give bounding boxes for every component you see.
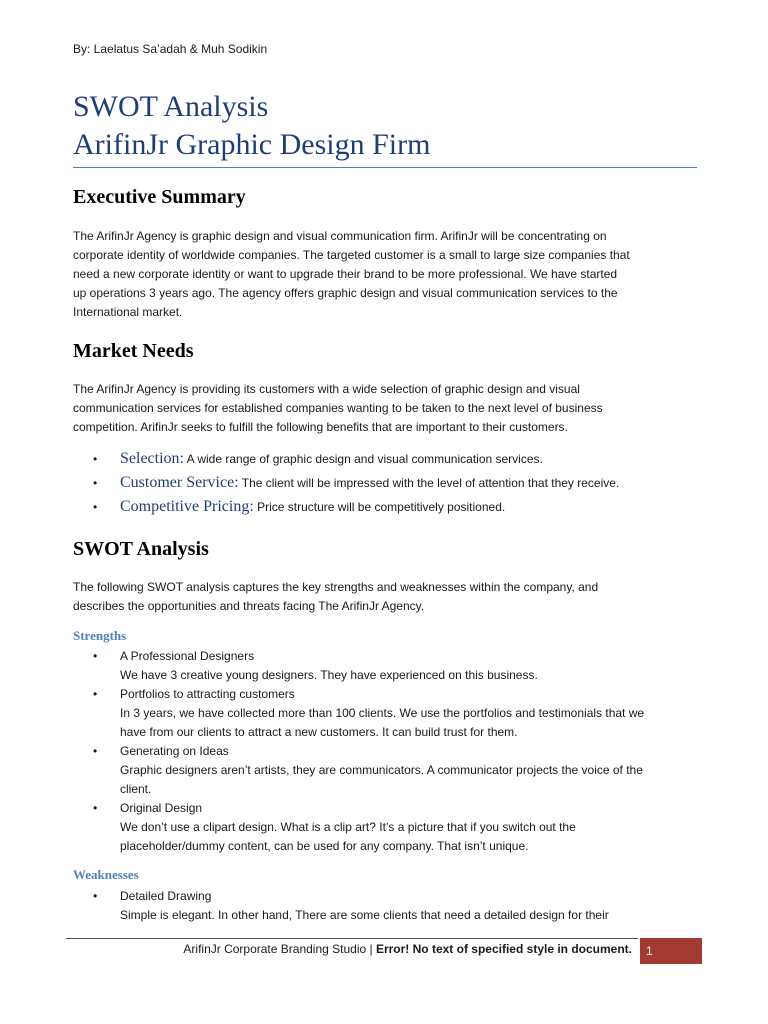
weakness-title: Detailed Drawing	[120, 889, 212, 903]
paragraph-line: describes the opportunities and threats facing The ArifinJr Agency.	[73, 599, 425, 613]
list-item	[73, 498, 713, 522]
list-item	[73, 647, 703, 685]
footer-text	[66, 942, 632, 956]
bullet-icon: •	[93, 801, 98, 815]
list-item	[73, 474, 713, 498]
swot-paragraph	[73, 578, 697, 616]
bullet-icon: •	[93, 476, 98, 490]
market-needs-paragraph	[73, 380, 697, 437]
benefit-term: Customer Service:	[120, 474, 239, 491]
bullet-icon: •	[93, 452, 98, 466]
strengths-heading: Strengths	[73, 628, 127, 643]
strength-description: Graphic designers aren’t artists, they are communicators. A communicator projects the voice of the	[120, 763, 643, 777]
strength-description: have from our clients to attract a new customers. It can build trust for them.	[120, 725, 518, 739]
document-title	[73, 88, 697, 164]
strength-title: A Professional Designers	[120, 649, 255, 663]
title-line-1: SWOT Analysis	[73, 90, 269, 123]
list-item	[73, 742, 703, 799]
list-item	[73, 685, 703, 742]
strength-description: We have 3 creative young designers. They have experienced on this business.	[120, 668, 538, 682]
list-item	[73, 799, 703, 856]
paragraph-line: International market.	[73, 305, 183, 319]
byline: By: Laelatus Sa’adah & Muh Sodikin	[73, 42, 268, 56]
paragraph-line: communication services for established companies wanting to be taken to the next level of business	[73, 401, 603, 415]
strength-description: placeholder/dummy content, can be used for any company. That isn’t unique.	[120, 839, 529, 853]
benefit-text: The client will be impressed with the level of attention that they receive.	[238, 476, 620, 490]
weakness-description: Simple is elegant. In other hand, There are some clients that need a detailed design for their	[120, 908, 609, 922]
paragraph-line: corporate identity of worldwide companies. The targeted customer is a small to large size companies that	[73, 248, 630, 262]
benefits-list	[73, 450, 713, 522]
strength-title: Original Design	[120, 801, 203, 815]
paragraph-line: need a new corporate identity or want to upgrade their brand to be more professional. We have started	[73, 267, 618, 281]
footer-studio-name: ArifinJr Corporate Branding Studio |	[183, 942, 376, 956]
bullet-icon: •	[93, 649, 98, 663]
paragraph-line: The ArifinJr Agency is graphic design and visual communication firm. ArifinJr will be concentrating on	[73, 229, 607, 243]
page-number-badge: 1	[640, 938, 702, 964]
paragraph-line: The following SWOT analysis captures the key strengths and weaknesses within the company, and	[73, 580, 599, 594]
benefit-text: A wide range of graphic design and visual communication services.	[183, 452, 543, 466]
list-item	[73, 887, 703, 925]
footer-error-text: Error! No text of specified style in document.	[375, 942, 632, 956]
executive-summary-heading: Executive Summary	[73, 186, 246, 208]
paragraph-line: up operations 3 years ago. The agency offers graphic design and visual communication services to the	[73, 286, 618, 300]
bullet-icon: •	[93, 500, 98, 514]
bullet-icon: •	[93, 744, 98, 758]
strength-title: Portfolios to attracting customers	[120, 687, 295, 701]
executive-summary-paragraph	[73, 227, 697, 322]
bullet-icon: •	[93, 687, 98, 701]
strength-description: We don’t use a clipart design. What is a clip art? It’s a picture that if you switch out the	[120, 820, 576, 834]
strength-description: client.	[120, 782, 152, 796]
weaknesses-heading: Weaknesses	[73, 867, 139, 882]
title-line-2: ArifinJr Graphic Design Firm	[73, 128, 431, 161]
paragraph-line: competition. ArifinJr seeks to fulfill the following benefits that are important to their customers.	[73, 420, 568, 434]
benefit-term: Competitive Pricing:	[120, 498, 254, 515]
strength-title: Generating on Ideas	[120, 744, 229, 758]
footer-rule	[66, 938, 638, 939]
benefit-term: Selection:	[120, 450, 184, 467]
title-underline	[73, 167, 697, 168]
paragraph-line: The ArifinJr Agency is providing its customers with a wide selection of graphic design and visual	[73, 382, 580, 396]
swot-heading: SWOT Analysis	[73, 538, 209, 560]
strength-description: In 3 years, we have collected more than 100 clients. We use the portfolios and testimonials that we	[120, 706, 645, 720]
list-item	[73, 450, 713, 474]
benefit-text: Price structure will be competitively positioned.	[253, 500, 506, 514]
strengths-list	[73, 647, 703, 856]
bullet-icon: •	[93, 889, 98, 903]
weaknesses-list	[73, 887, 703, 925]
market-needs-heading: Market Needs	[73, 340, 194, 362]
